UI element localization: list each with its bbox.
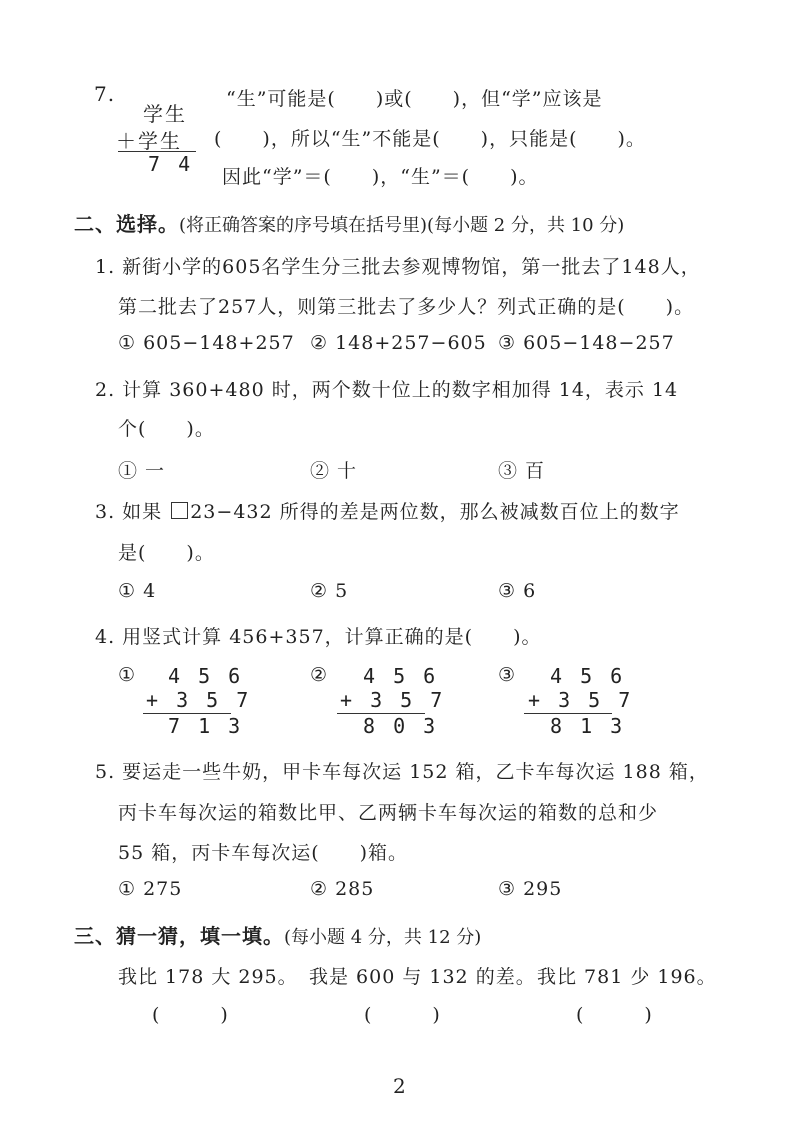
s2-q5-line1: 5. 要运走一些牛奶，甲卡车每次运 152 箱，乙卡车每次运 188 箱， bbox=[95, 761, 709, 783]
s2-q1-line2: 第二批去了257人，则第三批去了多少人？列式正确的是( )。 bbox=[118, 296, 695, 318]
s2-q4-option3-mid: + 3 5 7 bbox=[528, 688, 634, 712]
s2-q1-option1: ① 605−148+257 bbox=[118, 332, 295, 354]
s2-q3-option3: ③ 6 bbox=[498, 580, 537, 602]
s3-blank1: ( ) bbox=[152, 1004, 229, 1026]
s2-q4-option3-label: ③ bbox=[498, 664, 517, 686]
s2-q2-option3: ③ 百 bbox=[498, 460, 546, 482]
s2-q3-line2: 是( )。 bbox=[118, 542, 215, 564]
s2-q4-option1-label: ① bbox=[118, 664, 137, 686]
q7-vertical-row1: 学生 bbox=[143, 102, 187, 126]
s2-q4-option1-result: 7 1 3 bbox=[168, 714, 244, 738]
s2-q1-line1: 1. 新街小学的605名学生分三批去参观博物馆，第一批去了148人， bbox=[95, 256, 701, 278]
q7-line3: 因此“学”＝( )，“生”＝( )。 bbox=[222, 166, 539, 188]
s2-q4-option2-result: 8 0 3 bbox=[363, 714, 439, 738]
section2-heading bbox=[74, 208, 624, 237]
s2-q3-line1-pre: 3. 如果 bbox=[95, 501, 163, 523]
section3-title: 三、猜一猜，填一填。 bbox=[74, 924, 284, 948]
s2-q2-line2: 个( )。 bbox=[118, 418, 215, 440]
s2-q1-option3: ③ 605−148−257 bbox=[498, 332, 675, 354]
s2-q1-option2: ② 148+257−605 bbox=[310, 332, 487, 354]
blank-box bbox=[171, 502, 188, 519]
s2-q4-option3-result: 8 1 3 bbox=[550, 714, 626, 738]
q7-vertical-row2: ＋学生 bbox=[116, 129, 182, 153]
s2-q5-option2: ② 285 bbox=[310, 878, 375, 900]
section3-subtitle: (每小题 4 分，共 12 分) bbox=[284, 927, 482, 948]
s2-q4-option1-top: 4 5 6 bbox=[168, 664, 244, 688]
s2-q5-option3: ③ 295 bbox=[498, 878, 563, 900]
section3-heading bbox=[74, 920, 481, 949]
s2-q3-line1 bbox=[95, 497, 680, 524]
s2-q5-line3: 55 箱，丙卡车每次运( )箱。 bbox=[118, 842, 409, 864]
s2-q4-option2-top: 4 5 6 bbox=[363, 664, 439, 688]
s2-q2-option1: ① 一 bbox=[118, 460, 166, 482]
s2-q3-option1: ① 4 bbox=[118, 580, 157, 602]
s2-q4-option3-top: 4 5 6 bbox=[550, 664, 626, 688]
s3-blank2: ( ) bbox=[364, 1004, 441, 1026]
section2-subtitle: (将正确答案的序号填在括号里)(每小题 2 分，共 10 分) bbox=[179, 215, 625, 236]
q7-number: 7. bbox=[94, 82, 116, 106]
s2-q3-line1-post: 23−432 所得的差是两位数，那么被减数百位上的数字 bbox=[190, 501, 680, 523]
section2-title: 二、选择。 bbox=[74, 212, 179, 236]
s3-blank3: ( ) bbox=[576, 1004, 653, 1026]
s2-q2-option2: ② 十 bbox=[310, 460, 358, 482]
page-number: 2 bbox=[393, 1074, 406, 1098]
q7-line2: ( )，所以“生”不能是( )，只能是( )。 bbox=[214, 128, 646, 150]
s2-q5-line2: 丙卡车每次运的箱数比甲、乙两辆卡车每次运的箱数的总和少 bbox=[118, 802, 659, 824]
s2-q4-option2-label: ② bbox=[310, 664, 329, 686]
s2-q4-option2-mid: + 3 5 7 bbox=[340, 688, 446, 712]
s2-q5-option1: ① 275 bbox=[118, 878, 183, 900]
s3-item3: 我比 781 少 196。 bbox=[537, 966, 717, 988]
s2-q4-line1: 4. 用竖式计算 456+357，计算正确的是( )。 bbox=[95, 626, 542, 648]
s3-item1: 我比 178 大 295。 bbox=[118, 966, 298, 988]
q7-vertical-result: 7 4 bbox=[148, 152, 194, 176]
q7-line1: “生”可能是( )或( )，但“学”应该是 bbox=[226, 88, 603, 110]
s2-q2-line1: 2. 计算 360+480 时，两个数十位上的数字相加得 14，表示 14 bbox=[95, 379, 679, 401]
s2-q3-option2: ② 5 bbox=[310, 580, 349, 602]
s3-item2: 我是 600 与 132 的差。 bbox=[309, 966, 536, 988]
s2-q4-option1-mid: + 3 5 7 bbox=[146, 688, 252, 712]
